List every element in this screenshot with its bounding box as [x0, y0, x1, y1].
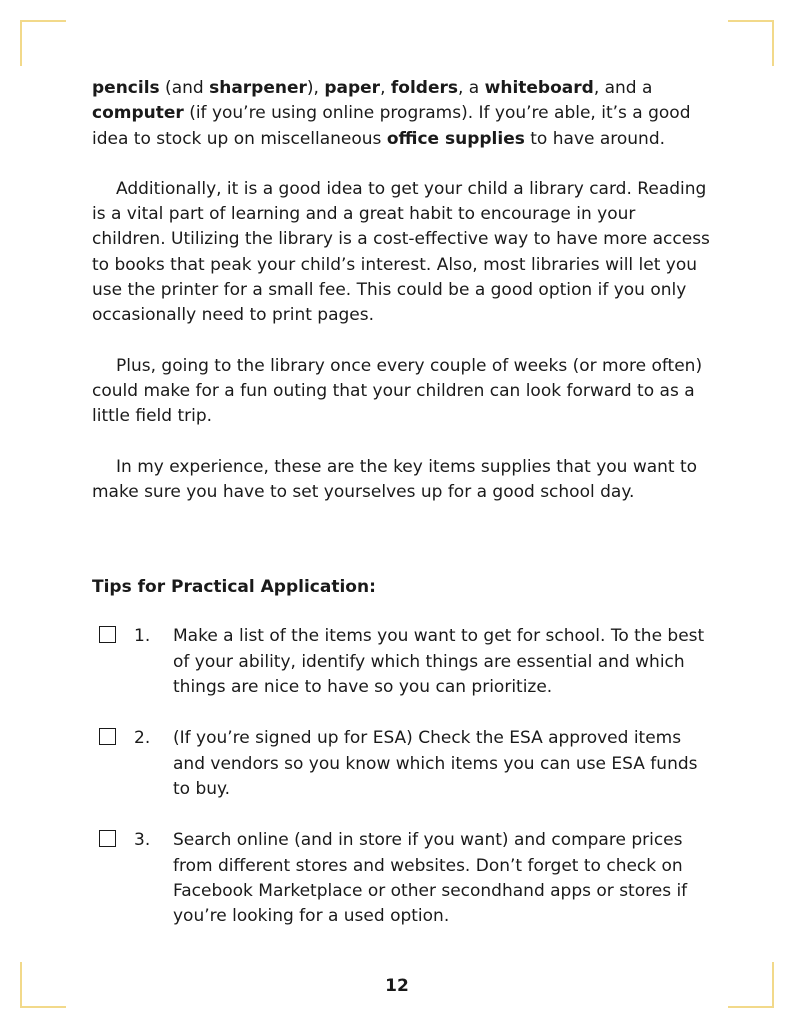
tip-text: Search online (and in store if you want) and compare prices from different stores and websites. Don’t forget to check on Facebook Marketplace or other secondhand apps or stores if you’re looking for a used option.	[173, 830, 688, 927]
corner-frame-top-left	[20, 20, 66, 66]
library-card-paragraph: Additionally, it is a good idea to get your child a library card. Reading is a vital part of learning and a great habit to encourage in your children. Utilizing the library is a cost-effective way to have more access to books that peak your child’s interest. Also, most libraries will let you use the printer for a small fee. This could be a good option if you only occasionally need to print pages.	[92, 178, 710, 326]
tip-number: 1.	[134, 626, 151, 647]
tip-number: 3.	[134, 830, 151, 851]
tip-checkbox[interactable]	[99, 728, 116, 745]
library-outing-paragraph: Plus, going to the library once every couple of weeks (or more often) could make for a fun outing that your children can look forward to as a little field trip.	[92, 355, 703, 427]
tip-checkbox[interactable]	[99, 626, 116, 643]
tip-text: (If you’re signed up for ESA) Check the ESA approved items and vendors so you know which items you can use ESA funds to buy.	[173, 728, 698, 799]
corner-frame-top-right	[728, 20, 774, 66]
tip-number: 2.	[134, 728, 151, 749]
tip-item	[92, 828, 712, 929]
page-number: 12	[385, 976, 409, 996]
tip-item	[92, 624, 712, 700]
tip-checkbox[interactable]	[99, 830, 116, 847]
page-content	[92, 76, 712, 955]
intro-paragraph: pencils (and sharpener), paper, folders, a whiteboard, and a computer (if you’re using online programs). If you’re able, it’s a good idea to stock up on miscellaneous office supplies to have around.	[92, 78, 691, 149]
tip-item	[92, 726, 712, 802]
tip-text: Make a list of the items you want to get for school. To the best of your ability, identify which things are essential and which things are nice to have so you can prioritize.	[173, 626, 705, 698]
key-supplies-paragraph: In my experience, these are the key items supplies that you want to make sure you have to set yourselves up for a good school day.	[92, 456, 698, 502]
tips-heading: Tips for Practical Application:	[92, 577, 376, 598]
